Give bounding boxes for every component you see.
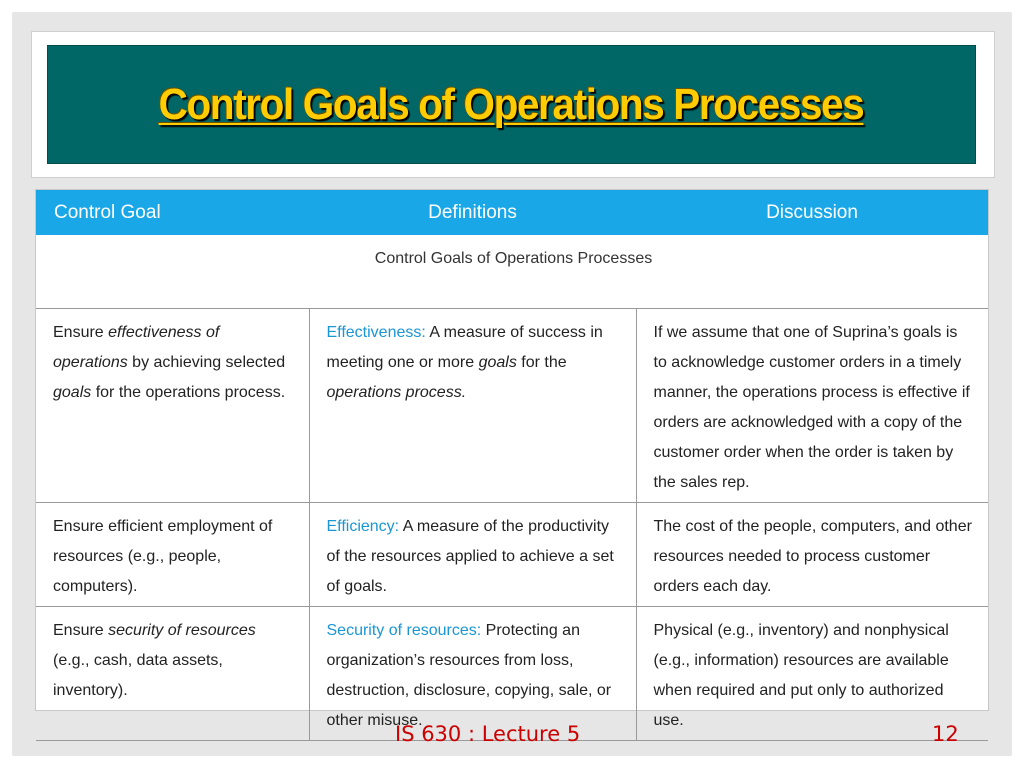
definition-emphasis: operations process. [326,384,467,401]
control-goals-table [35,189,989,729]
goal-cell: Ensure efficient employment of resources (e.g., people, computers). [36,503,309,607]
definition-text: for the [516,354,567,371]
table-row [36,503,988,607]
page-number: 12 [932,722,959,746]
definition-text: Protecting an organization’s resources from loss, destruction, disclosure, copying, sale, or other misuse. [326,622,612,729]
definition-term: Efficiency: [326,518,400,535]
goal-emphasis: goals [53,384,92,401]
definition-text: A measure of the productivity of the resources applied to achieve a set of goals. [326,518,614,595]
table-caption: Control Goals of Operations Processes [36,235,988,309]
header-definitions: Definitions [309,190,636,235]
discussion-cell: Physical (e.g., inventory) and nonphysical (e.g., information) resources are available when required and put only to authorized use. [636,607,988,741]
goal-text: (e.g., cash, data assets, inventory). [53,652,223,699]
goal-emphasis: security of resources [108,622,256,639]
discussion-cell: If we assume that one of Suprina’s goals is to acknowledge customer orders in a timely manner, the operations process is effective if orders are acknowledged with a copy of the customer order when the order is taken by the sales rep. [636,309,988,503]
header-control-goal: Control Goal [36,190,309,235]
discussion-cell: The cost of the people, computers, and other resources needed to process customer orders each day. [636,503,988,607]
goal-cell [36,607,309,741]
goal-cell [36,309,309,503]
goal-text: for the operations process. [91,384,286,401]
table-row [36,309,988,503]
definition-term: Effectiveness: [326,324,426,341]
table-header-row [36,190,988,235]
table-row [36,607,988,741]
goal-text: by achieving selected [127,354,286,371]
definition-cell [309,309,636,503]
table-caption-row [36,235,988,309]
definition-cell [309,503,636,607]
table [36,190,988,741]
goal-emphasis: effectiveness of operations [53,324,220,371]
footer-lecture-label: IS 630 : Lecture 5 [395,722,581,746]
definition-cell [309,607,636,741]
definition-term: Security of resources: [326,622,482,639]
title-banner [47,45,976,164]
goal-text: Ensure [53,324,109,341]
goal-text: Ensure [53,622,109,639]
header-discussion: Discussion [636,190,988,235]
slide-title: Control Goals of Operations Processes [159,79,864,129]
definition-text: A measure of success in meeting one or more [326,324,603,371]
definition-emphasis: goals [478,354,517,371]
